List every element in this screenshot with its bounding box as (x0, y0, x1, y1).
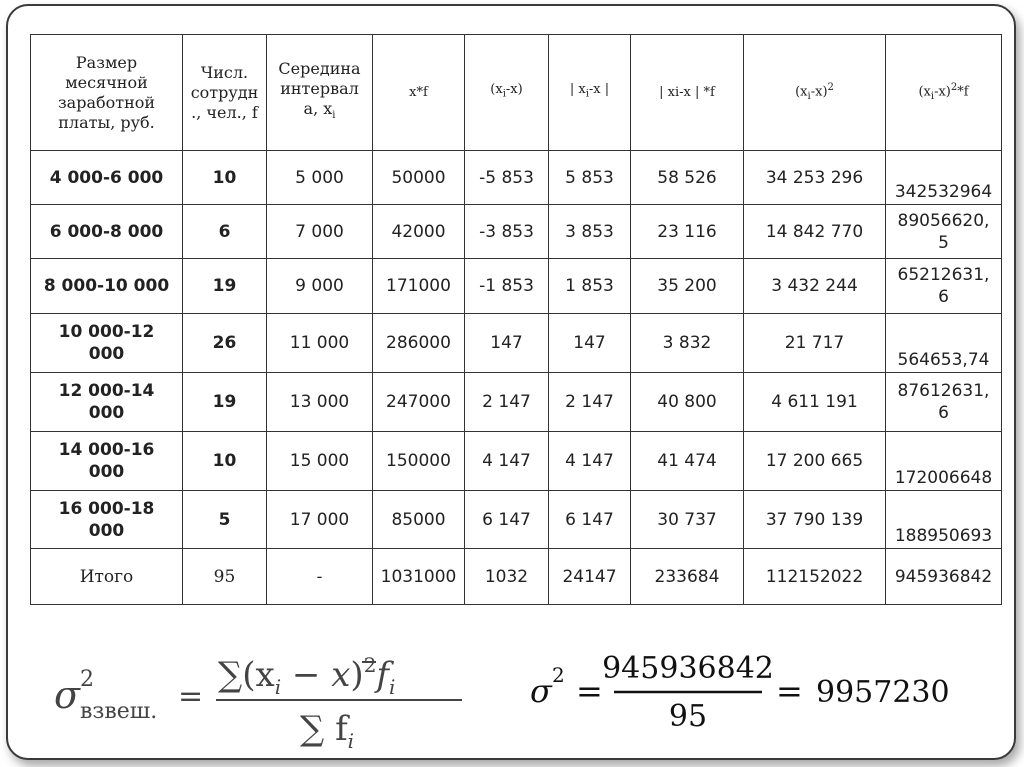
midpoint-cell: 5 000 (267, 151, 373, 205)
squared-cell: 14 842 770 (744, 205, 886, 259)
deviation-cell: 147 (465, 314, 549, 373)
header-squared (744, 35, 886, 151)
weighted-variance-svg (50, 640, 470, 750)
squared-cell: 17 200 665 (744, 432, 886, 491)
table-row (31, 432, 1002, 491)
abs-deviation-f-cell: 40 800 (631, 373, 744, 432)
employees-cell: 19 (183, 259, 267, 314)
xf-cell: 150000 (373, 432, 465, 491)
header-salary-line-1: Размер (75, 52, 138, 72)
total-label: Итого (31, 549, 183, 605)
abs-deviation-cell: 147 (549, 314, 631, 373)
range-text: 4 000-6 000 (49, 167, 164, 188)
abs-deviation-f-cell: 3 832 (631, 314, 744, 373)
squared-f-cell (886, 432, 1002, 491)
header-absdev-b: -x | (588, 82, 610, 98)
header-employees-line-3: ., чел., f (191, 102, 258, 122)
sigma-symbol: σ (530, 672, 552, 710)
squared-f-line-2: 6 (938, 287, 949, 307)
subscript-i: i (332, 110, 336, 122)
total-employees: 95 (183, 549, 267, 605)
range-cell (31, 432, 183, 491)
numerator-minus: − (281, 655, 332, 695)
denominator (300, 709, 354, 750)
range-cell (31, 259, 183, 314)
subscript-i: i (930, 90, 935, 102)
range-line-1: 10 000-12 (58, 322, 155, 342)
squared-f-line-1: 89056620, (897, 210, 990, 231)
range-line-1: 16 000-18 (58, 498, 155, 519)
subscript-i: i (807, 90, 811, 102)
range-text: 6 000-8 000 (49, 221, 164, 242)
total-squared-f: 945936842 (886, 549, 1002, 605)
xf-cell: 286000 (373, 314, 465, 373)
abs-deviation-cell: 5 853 (549, 151, 631, 205)
table-row (31, 314, 1002, 373)
header-deviation (465, 35, 549, 151)
range-cell (31, 205, 183, 259)
midpoint-cell: 15 000 (267, 432, 373, 491)
denominator-text: ∑ f (300, 709, 348, 749)
total-row (31, 549, 1002, 605)
denominator-sub-i: i (347, 729, 355, 750)
equals-sign-2: = (776, 672, 803, 710)
header-midpoint (267, 35, 373, 151)
abs-deviation-f-cell: 35 200 (631, 259, 744, 314)
numerator-f: f (376, 655, 390, 695)
header-employees (183, 35, 267, 151)
numerator-sup: 2 (363, 653, 377, 677)
squared-f-cell (886, 151, 1002, 205)
squared-cell: 34 253 296 (744, 151, 886, 205)
employees-cell: 19 (183, 373, 267, 432)
squared-f-line-1: 564653,74 (897, 350, 990, 370)
xf-cell: 85000 (373, 491, 465, 549)
header-salary-line-3: заработной (57, 92, 156, 112)
deviation-cell: 4 147 (465, 432, 549, 491)
abs-deviation-f-cell: 58 526 (631, 151, 744, 205)
squared-cell: 21 717 (744, 314, 886, 373)
result-numerator: 945936842 (602, 651, 774, 686)
header-midpoint-line-1: Середина (278, 58, 361, 78)
table-row (31, 151, 1002, 205)
table-row (31, 259, 1002, 314)
range-cell (31, 491, 183, 549)
header-abs-deviation (549, 35, 631, 151)
employees-cell: 10 (183, 151, 267, 205)
header-row (31, 35, 1002, 151)
deviation-cell: 2 147 (465, 373, 549, 432)
range-cell (31, 373, 183, 432)
deviation-cell: -1 853 (465, 259, 549, 314)
calculation-table (30, 34, 1002, 605)
equals-sign: = (576, 672, 603, 710)
range-cell (31, 314, 183, 373)
header-squared-f (886, 35, 1002, 151)
header-salary-line-2: месячной (65, 72, 148, 92)
total-deviation: 1032 (465, 549, 549, 605)
header-salary-range (31, 35, 183, 151)
employees-cell: 26 (183, 314, 267, 373)
range-line-2: 000 (88, 462, 125, 482)
deviation-cell: -3 853 (465, 205, 549, 259)
numerator-close: ) (350, 655, 364, 695)
squared-f-line-1: 87612631, (897, 381, 990, 401)
header-dev-b: -x) (505, 82, 523, 98)
variance-result-svg (528, 640, 958, 750)
numerator-f-sub-i: i (389, 675, 396, 699)
result-denominator: 95 (668, 699, 708, 734)
header-midpoint-line-3 (269, 99, 370, 126)
weighted-variance-formula (50, 640, 470, 750)
abs-deviation-f-cell: 30 737 (631, 491, 744, 549)
squared-f-line-2: 5 (938, 232, 949, 253)
xf-cell: 171000 (373, 259, 465, 314)
total-abs-deviation: 24147 (549, 549, 631, 605)
table-row (31, 491, 1002, 549)
header-dev-a: (x (490, 82, 503, 98)
squared-f-cell (886, 314, 1002, 373)
squared-f-line-1: 65212631, (897, 265, 990, 285)
employees-cell: 5 (183, 491, 267, 549)
superscript-2: 2 (827, 82, 834, 94)
total-midpoint: - (267, 549, 373, 605)
squared-f-cell (886, 491, 1002, 549)
abs-deviation-f-cell: 41 474 (631, 432, 744, 491)
sigma-symbol: σ (54, 673, 80, 717)
header-employees-line-1: Числ. (200, 62, 249, 82)
deviation-cell: 6 147 (465, 491, 549, 549)
result-value: 9957230 (816, 675, 950, 710)
header-midpoint-text: а, x (303, 98, 333, 118)
abs-deviation-cell: 1 853 (549, 259, 631, 314)
xf-cell: 50000 (373, 151, 465, 205)
subscript-i: i (502, 88, 506, 100)
range-cell (31, 151, 183, 205)
sigma-superscript: 2 (552, 663, 565, 687)
range-text: 8 000-10 000 (43, 276, 170, 296)
subscript-i: i (585, 88, 589, 100)
abs-deviation-cell: 2 147 (549, 373, 631, 432)
xf-cell: 42000 (373, 205, 465, 259)
header-xf-text: x*f (409, 84, 428, 100)
variance-result-formula (528, 640, 958, 750)
equals-sign: = (178, 679, 204, 714)
squared-cell: 3 432 244 (744, 259, 886, 314)
abs-deviation-cell: 3 853 (549, 205, 631, 259)
header-sq-b: -x) (810, 84, 828, 100)
squared-f-line-2: 6 (938, 403, 949, 423)
superscript-2: 2 (950, 82, 958, 94)
midpoint-cell: 13 000 (267, 373, 373, 432)
abs-deviation-cell: 4 147 (549, 432, 631, 491)
midpoint-cell: 7 000 (267, 205, 373, 259)
numerator-sum (218, 653, 395, 699)
numerator-sub-i: i (274, 675, 282, 699)
header-abs-deviation-f (631, 35, 744, 151)
midpoint-cell: 17 000 (267, 491, 373, 549)
range-line-2: 000 (88, 403, 125, 423)
squared-f-line-1: 342532964 (894, 182, 993, 202)
numerator-xbar: x (331, 655, 351, 695)
abs-deviation-f-cell: 23 116 (631, 205, 744, 259)
total-abs-deviation-f: 233684 (631, 549, 744, 605)
header-employees-line-2: сотрудн (190, 82, 259, 102)
deviation-cell: -5 853 (465, 151, 549, 205)
total-squared: 112152022 (744, 549, 886, 605)
midpoint-cell: 11 000 (267, 314, 373, 373)
midpoint-cell: 9 000 (267, 259, 373, 314)
sigma-subscript: взвеш. (80, 699, 158, 724)
range-line-1: 14 000-16 (58, 440, 155, 460)
employees-cell: 6 (183, 205, 267, 259)
range-line-1: 12 000-14 (58, 381, 155, 401)
header-sq-a: (x (795, 84, 808, 100)
squared-f-cell (886, 259, 1002, 314)
header-xf (373, 35, 465, 151)
range-line-2: 000 (88, 520, 125, 541)
header-sqf-a: (x (918, 84, 931, 100)
table-row (31, 373, 1002, 432)
header-salary-line-4: платы, руб. (58, 112, 155, 132)
header-sqf-c: *f (957, 84, 969, 100)
squared-f-cell (886, 205, 1002, 259)
header-absdev-a: | x (569, 82, 586, 98)
range-line-2: 000 (88, 344, 125, 364)
numerator-sum-text: ∑(x (218, 655, 275, 695)
total-xf: 1031000 (373, 549, 465, 605)
squared-cell: 37 790 139 (744, 491, 886, 549)
squared-f-line-1: 172006648 (894, 468, 993, 488)
squared-cell: 4 611 191 (744, 373, 886, 432)
squared-f-line-1: 188950693 (894, 526, 993, 546)
sigma-superscript: 2 (80, 667, 94, 692)
header-absdevf-text: | xi-x | *f (659, 84, 715, 100)
employees-cell: 10 (183, 432, 267, 491)
abs-deviation-cell: 6 147 (549, 491, 631, 549)
header-midpoint-line-2: интервал (280, 78, 359, 98)
table-row (31, 205, 1002, 259)
squared-f-cell (886, 373, 1002, 432)
header-sqf-b: -x) (934, 84, 951, 100)
xf-cell: 247000 (373, 373, 465, 432)
